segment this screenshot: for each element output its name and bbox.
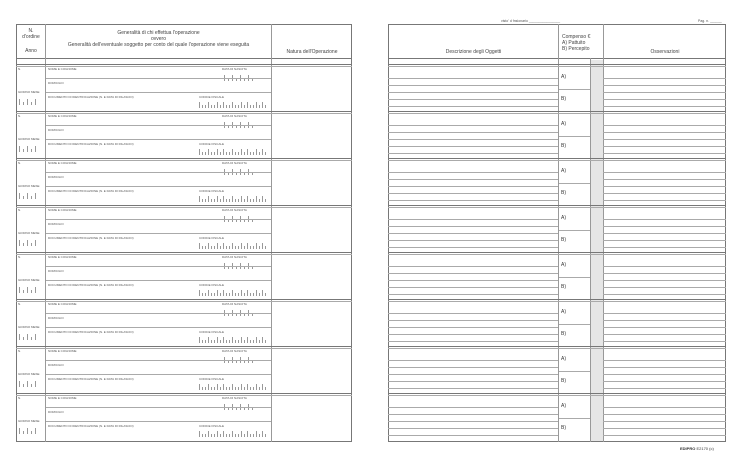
record-row-rule bbox=[46, 407, 271, 408]
record-address-label: DOMICILIO bbox=[48, 316, 64, 320]
compenso-a-label: A) bbox=[561, 403, 566, 409]
record-date-boxes bbox=[19, 240, 36, 246]
record-row-rule bbox=[388, 85, 558, 86]
record-birth-label: DATA DI NASCITA bbox=[222, 396, 247, 400]
record-row-rule bbox=[603, 313, 726, 314]
record-top-rule bbox=[16, 252, 352, 253]
record-date-boxes bbox=[19, 381, 36, 387]
footer-brand-logo: EDIPRO bbox=[680, 446, 696, 451]
record-row-rule bbox=[603, 388, 726, 389]
compenso-a-label: A) bbox=[561, 168, 566, 174]
record-birth-label: DATA DI NASCITA bbox=[222, 67, 247, 71]
record-document-label: DOCUMENTO DI IDENTIFICAZIONE (N. E DATA DI RILASCIO) bbox=[48, 142, 134, 146]
record-row-rule bbox=[388, 280, 558, 281]
record-row-rule bbox=[46, 78, 271, 79]
record-date-boxes bbox=[19, 99, 36, 105]
record-sub-rule bbox=[388, 66, 726, 67]
record-row-rule bbox=[603, 273, 726, 274]
record-name-label: NOME E COGNOME bbox=[48, 67, 77, 71]
compenso-divider bbox=[559, 277, 590, 278]
record-row-rule bbox=[388, 294, 558, 295]
record-row-rule bbox=[46, 219, 271, 220]
record-number-label: N. bbox=[18, 67, 21, 71]
record-row-rule bbox=[388, 273, 558, 274]
record-row-rule bbox=[388, 200, 558, 201]
record-row-rule bbox=[388, 186, 558, 187]
col-header-descrizione bbox=[389, 49, 558, 55]
record-birth-label: DATA DI NASCITA bbox=[222, 349, 247, 353]
record-row-rule bbox=[388, 92, 558, 93]
record-tax-code-boxes bbox=[199, 243, 266, 249]
record-day-month-label: GIORNO MESE bbox=[18, 419, 40, 423]
record-tax-code-boxes bbox=[199, 384, 266, 390]
record-row-rule bbox=[388, 341, 558, 342]
record-tax-code-label: CODICE FISCALE bbox=[199, 142, 225, 146]
compenso-divider bbox=[559, 324, 590, 325]
record-row-rule bbox=[388, 334, 558, 335]
record-row-rule bbox=[388, 179, 558, 180]
record-row-rule bbox=[603, 280, 726, 281]
record-row-rule bbox=[388, 146, 558, 147]
record-day-month-label: GIORNO MESE bbox=[18, 90, 40, 94]
record-name-label: NOME E COGNOME bbox=[48, 161, 77, 165]
record-document-label: DOCUMENTO DI IDENTIFICAZIONE (N. E DATA DI RILASCIO) bbox=[48, 189, 134, 193]
record-row-rule bbox=[388, 287, 558, 288]
record-sub-rule bbox=[388, 348, 726, 349]
record-number-label: N. bbox=[18, 255, 21, 259]
record-tax-code-boxes bbox=[199, 196, 266, 202]
record-row-rule bbox=[603, 266, 726, 267]
record-row-rule bbox=[46, 313, 271, 314]
record-address-label: DOMICILIO bbox=[48, 222, 64, 226]
compenso-a-label: A) bbox=[561, 309, 566, 315]
record-row-rule bbox=[603, 407, 726, 408]
record-row-rule bbox=[388, 421, 558, 422]
col-anno-label: Anno bbox=[25, 48, 37, 54]
record-row-rule bbox=[603, 139, 726, 140]
record-row-rule bbox=[46, 266, 271, 267]
record-row-rule bbox=[603, 106, 726, 107]
record-row-rule bbox=[388, 172, 558, 173]
record-row-rule bbox=[603, 200, 726, 201]
record-row-rule bbox=[603, 247, 726, 248]
record-row-rule bbox=[46, 186, 271, 187]
record-birth-label: DATA DI NASCITA bbox=[222, 114, 247, 118]
record-date-boxes bbox=[19, 334, 36, 340]
record-row-rule bbox=[388, 374, 558, 375]
compenso-b-label: B) bbox=[561, 143, 566, 149]
record-row-rule bbox=[603, 421, 726, 422]
col-header-numero bbox=[16, 28, 46, 54]
record-row-rule bbox=[388, 99, 558, 100]
compenso-b-label: B) bbox=[561, 96, 566, 102]
record-name-label: NOME E COGNOME bbox=[48, 302, 77, 306]
col-header-compenso bbox=[559, 34, 606, 52]
compenso-a-label: A) bbox=[561, 262, 566, 268]
record-row-rule bbox=[603, 320, 726, 321]
page-number-label: Pag. n. ______ bbox=[698, 19, 722, 23]
left-register-page bbox=[0, 0, 365, 467]
record-top-rule bbox=[388, 252, 726, 253]
record-tax-code-label: CODICE FISCALE bbox=[199, 283, 225, 287]
record-document-label: DOCUMENTO DI IDENTIFICAZIONE (N. E DATA DI RILASCIO) bbox=[48, 95, 134, 99]
record-tax-code-boxes bbox=[199, 431, 266, 437]
record-row-rule bbox=[46, 360, 271, 361]
record-tax-code-label: CODICE FISCALE bbox=[199, 330, 225, 334]
record-top-rule bbox=[16, 346, 352, 347]
record-row-rule bbox=[388, 219, 558, 220]
record-tax-code-label: CODICE FISCALE bbox=[199, 95, 225, 99]
record-sub-rule bbox=[388, 301, 726, 302]
compenso-b-label: B) bbox=[561, 378, 566, 384]
record-row-rule bbox=[46, 327, 271, 328]
record-name-label: NOME E COGNOME bbox=[48, 255, 77, 259]
record-address-label: DOMICILIO bbox=[48, 410, 64, 414]
record-number-label: N. bbox=[18, 114, 21, 118]
record-row-rule bbox=[388, 233, 558, 234]
record-name-label: NOME E COGNOME bbox=[48, 208, 77, 212]
right-register-page bbox=[375, 0, 740, 467]
record-document-label: DOCUMENTO DI IDENTIFICAZIONE (N. E DATA DI RILASCIO) bbox=[48, 236, 134, 240]
record-address-label: DOMICILIO bbox=[48, 363, 64, 367]
record-name-label: NOME E COGNOME bbox=[48, 396, 77, 400]
record-tax-code-label: CODICE FISCALE bbox=[199, 424, 225, 428]
record-day-month-label: GIORNO MESE bbox=[18, 137, 40, 141]
record-document-label: DOCUMENTO DI IDENTIFICAZIONE (N. E DATA DI RILASCIO) bbox=[48, 424, 134, 428]
record-row-rule bbox=[388, 125, 558, 126]
record-sub-rule bbox=[388, 254, 726, 255]
compenso-b-label: B) bbox=[561, 331, 566, 337]
col-compenso-line-3: B) Percepito bbox=[562, 46, 590, 52]
compenso-b-label: B) bbox=[561, 284, 566, 290]
record-row-rule bbox=[603, 374, 726, 375]
record-row-rule bbox=[388, 407, 558, 408]
record-row-rule bbox=[603, 226, 726, 227]
col-compenso-line-1: Compenso € bbox=[562, 34, 591, 40]
record-top-rule bbox=[16, 299, 352, 300]
record-row-rule bbox=[388, 313, 558, 314]
col-numero-label: N. bbox=[28, 28, 34, 34]
right-col-divider-2 bbox=[590, 58, 591, 442]
record-top-rule bbox=[388, 346, 726, 347]
col-header-osservazioni bbox=[604, 49, 726, 55]
footer-form-code: E2170 (c) bbox=[696, 446, 714, 451]
record-row-rule bbox=[603, 233, 726, 234]
compenso-a-label: A) bbox=[561, 121, 566, 127]
record-row-rule bbox=[388, 414, 558, 415]
record-sub-rule bbox=[388, 160, 726, 161]
col-generalita-line-3: Generalità dell'eventuale soggetto per conto del quale l'operazione viene eseguita bbox=[67, 42, 250, 48]
record-document-label: DOCUMENTO DI IDENTIFICAZIONE (N. E DATA DI RILASCIO) bbox=[48, 330, 134, 334]
compenso-a-label: A) bbox=[561, 74, 566, 80]
record-row-rule bbox=[46, 139, 271, 140]
record-name-label: NOME E COGNOME bbox=[48, 349, 77, 353]
record-row-rule bbox=[603, 294, 726, 295]
compenso-shaded-column bbox=[590, 60, 603, 441]
record-row-rule bbox=[388, 381, 558, 382]
record-top-rule bbox=[16, 64, 352, 65]
col-natura-label: Natura dell'Operazione bbox=[286, 49, 338, 55]
record-top-rule bbox=[388, 299, 726, 300]
record-row-rule bbox=[603, 428, 726, 429]
compenso-divider bbox=[559, 183, 590, 184]
record-address-label: DOMICILIO bbox=[48, 81, 64, 85]
compenso-b-label: B) bbox=[561, 425, 566, 431]
record-row-rule bbox=[603, 193, 726, 194]
record-row-rule bbox=[603, 186, 726, 187]
record-top-rule bbox=[388, 111, 726, 112]
record-tax-code-boxes bbox=[199, 102, 266, 108]
record-row-rule bbox=[603, 360, 726, 361]
record-sub-rule bbox=[388, 395, 726, 396]
record-birth-label: DATA DI NASCITA bbox=[222, 255, 247, 259]
record-number-label: N. bbox=[18, 302, 21, 306]
record-address-label: DOMICILIO bbox=[48, 175, 64, 179]
record-row-rule bbox=[388, 327, 558, 328]
form-footer bbox=[680, 446, 714, 451]
record-row-rule bbox=[388, 247, 558, 248]
record-row-rule bbox=[388, 139, 558, 140]
record-row-rule bbox=[603, 146, 726, 147]
record-tax-code-boxes bbox=[199, 149, 266, 155]
record-top-rule bbox=[16, 393, 352, 394]
record-row-rule bbox=[603, 132, 726, 133]
record-row-rule bbox=[388, 78, 558, 79]
record-row-rule bbox=[603, 179, 726, 180]
record-birth-label: DATA DI NASCITA bbox=[222, 208, 247, 212]
record-row-rule bbox=[46, 233, 271, 234]
record-row-rule bbox=[603, 414, 726, 415]
visto-funzionario: visto' d fnsionario ________________ bbox=[501, 19, 561, 23]
record-row-rule bbox=[388, 266, 558, 267]
record-row-rule bbox=[603, 327, 726, 328]
record-day-month-label: GIORNO MESE bbox=[18, 325, 40, 329]
record-tax-code-label: CODICE FISCALE bbox=[199, 189, 225, 193]
record-row-rule bbox=[603, 172, 726, 173]
record-birth-label: DATA DI NASCITA bbox=[222, 302, 247, 306]
compenso-b-label: B) bbox=[561, 237, 566, 243]
compenso-a-label: A) bbox=[561, 356, 566, 362]
record-document-label: DOCUMENTO DI IDENTIFICAZIONE (N. E DATA DI RILASCIO) bbox=[48, 377, 134, 381]
record-top-rule bbox=[16, 111, 352, 112]
record-row-rule bbox=[388, 320, 558, 321]
right-col-divider-1 bbox=[558, 24, 559, 442]
record-row-rule bbox=[603, 334, 726, 335]
col-header-natura bbox=[272, 49, 352, 55]
record-row-rule bbox=[603, 367, 726, 368]
record-row-rule bbox=[603, 153, 726, 154]
record-number-label: N. bbox=[18, 161, 21, 165]
record-name-label: NOME E COGNOME bbox=[48, 114, 77, 118]
col-header-generalita bbox=[46, 30, 271, 48]
col-descrizione-label: Descrizione degli Oggetti bbox=[445, 49, 502, 55]
compenso-divider bbox=[559, 371, 590, 372]
record-row-rule bbox=[388, 153, 558, 154]
compenso-divider bbox=[559, 418, 590, 419]
col-generalita-line-2: ovvero bbox=[150, 36, 166, 42]
record-birth-label: DATA DI NASCITA bbox=[222, 161, 247, 165]
record-top-rule bbox=[16, 205, 352, 206]
record-row-rule bbox=[388, 132, 558, 133]
record-address-label: DOMICILIO bbox=[48, 269, 64, 273]
record-date-boxes bbox=[19, 287, 36, 293]
record-row-rule bbox=[603, 219, 726, 220]
record-row-rule bbox=[46, 125, 271, 126]
record-row-rule bbox=[388, 193, 558, 194]
record-row-rule bbox=[46, 421, 271, 422]
record-tax-code-boxes bbox=[199, 290, 266, 296]
col-ordine-label: d'ordine bbox=[22, 34, 40, 40]
record-row-rule bbox=[603, 381, 726, 382]
record-document-label: DOCUMENTO DI IDENTIFICAZIONE (N. E DATA DI RILASCIO) bbox=[48, 283, 134, 287]
record-row-rule bbox=[388, 106, 558, 107]
record-tax-code-boxes bbox=[199, 337, 266, 343]
compenso-divider bbox=[559, 230, 590, 231]
record-row-rule bbox=[388, 428, 558, 429]
record-row-rule bbox=[388, 240, 558, 241]
compenso-a-label: A) bbox=[561, 215, 566, 221]
right-header-divider bbox=[388, 58, 726, 59]
record-row-rule bbox=[388, 367, 558, 368]
record-row-rule bbox=[46, 374, 271, 375]
record-row-rule bbox=[603, 287, 726, 288]
record-row-rule bbox=[46, 92, 271, 93]
record-day-month-label: GIORNO MESE bbox=[18, 184, 40, 188]
record-number-label: N. bbox=[18, 396, 21, 400]
record-row-rule bbox=[388, 226, 558, 227]
record-row-rule bbox=[46, 280, 271, 281]
left-col-divider-2 bbox=[271, 24, 272, 442]
record-row-rule bbox=[603, 99, 726, 100]
compenso-divider bbox=[559, 89, 590, 90]
record-row-rule bbox=[603, 78, 726, 79]
record-number-label: N. bbox=[18, 208, 21, 212]
col-compenso-line-2: A) Pattuito bbox=[562, 40, 586, 46]
record-row-rule bbox=[388, 435, 558, 436]
record-sub-rule bbox=[388, 113, 726, 114]
col-generalita-line-1: Generalità di chi effettua l'operazione bbox=[117, 30, 200, 36]
record-row-rule bbox=[603, 341, 726, 342]
record-row-rule bbox=[603, 125, 726, 126]
left-header-divider bbox=[16, 58, 352, 59]
record-day-month-label: GIORNO MESE bbox=[18, 231, 40, 235]
record-number-label: N. bbox=[18, 349, 21, 353]
record-date-boxes bbox=[19, 428, 36, 434]
record-day-month-label: GIORNO MESE bbox=[18, 278, 40, 282]
record-row-rule bbox=[388, 360, 558, 361]
record-top-rule bbox=[388, 158, 726, 159]
record-top-rule bbox=[388, 64, 726, 65]
compenso-divider bbox=[559, 136, 590, 137]
record-date-boxes bbox=[19, 193, 36, 199]
record-tax-code-label: CODICE FISCALE bbox=[199, 377, 225, 381]
compenso-b-label: B) bbox=[561, 190, 566, 196]
record-row-rule bbox=[46, 172, 271, 173]
record-top-rule bbox=[16, 158, 352, 159]
record-row-rule bbox=[603, 92, 726, 93]
record-row-rule bbox=[603, 240, 726, 241]
record-top-rule bbox=[388, 393, 726, 394]
record-row-rule bbox=[603, 85, 726, 86]
record-day-month-label: GIORNO MESE bbox=[18, 372, 40, 376]
col-osservazioni-label: Osservazioni bbox=[650, 49, 680, 55]
record-row-rule bbox=[603, 435, 726, 436]
record-sub-rule bbox=[388, 207, 726, 208]
record-tax-code-label: CODICE FISCALE bbox=[199, 236, 225, 240]
record-address-label: DOMICILIO bbox=[48, 128, 64, 132]
record-date-boxes bbox=[19, 146, 36, 152]
record-top-rule bbox=[388, 205, 726, 206]
record-row-rule bbox=[388, 388, 558, 389]
